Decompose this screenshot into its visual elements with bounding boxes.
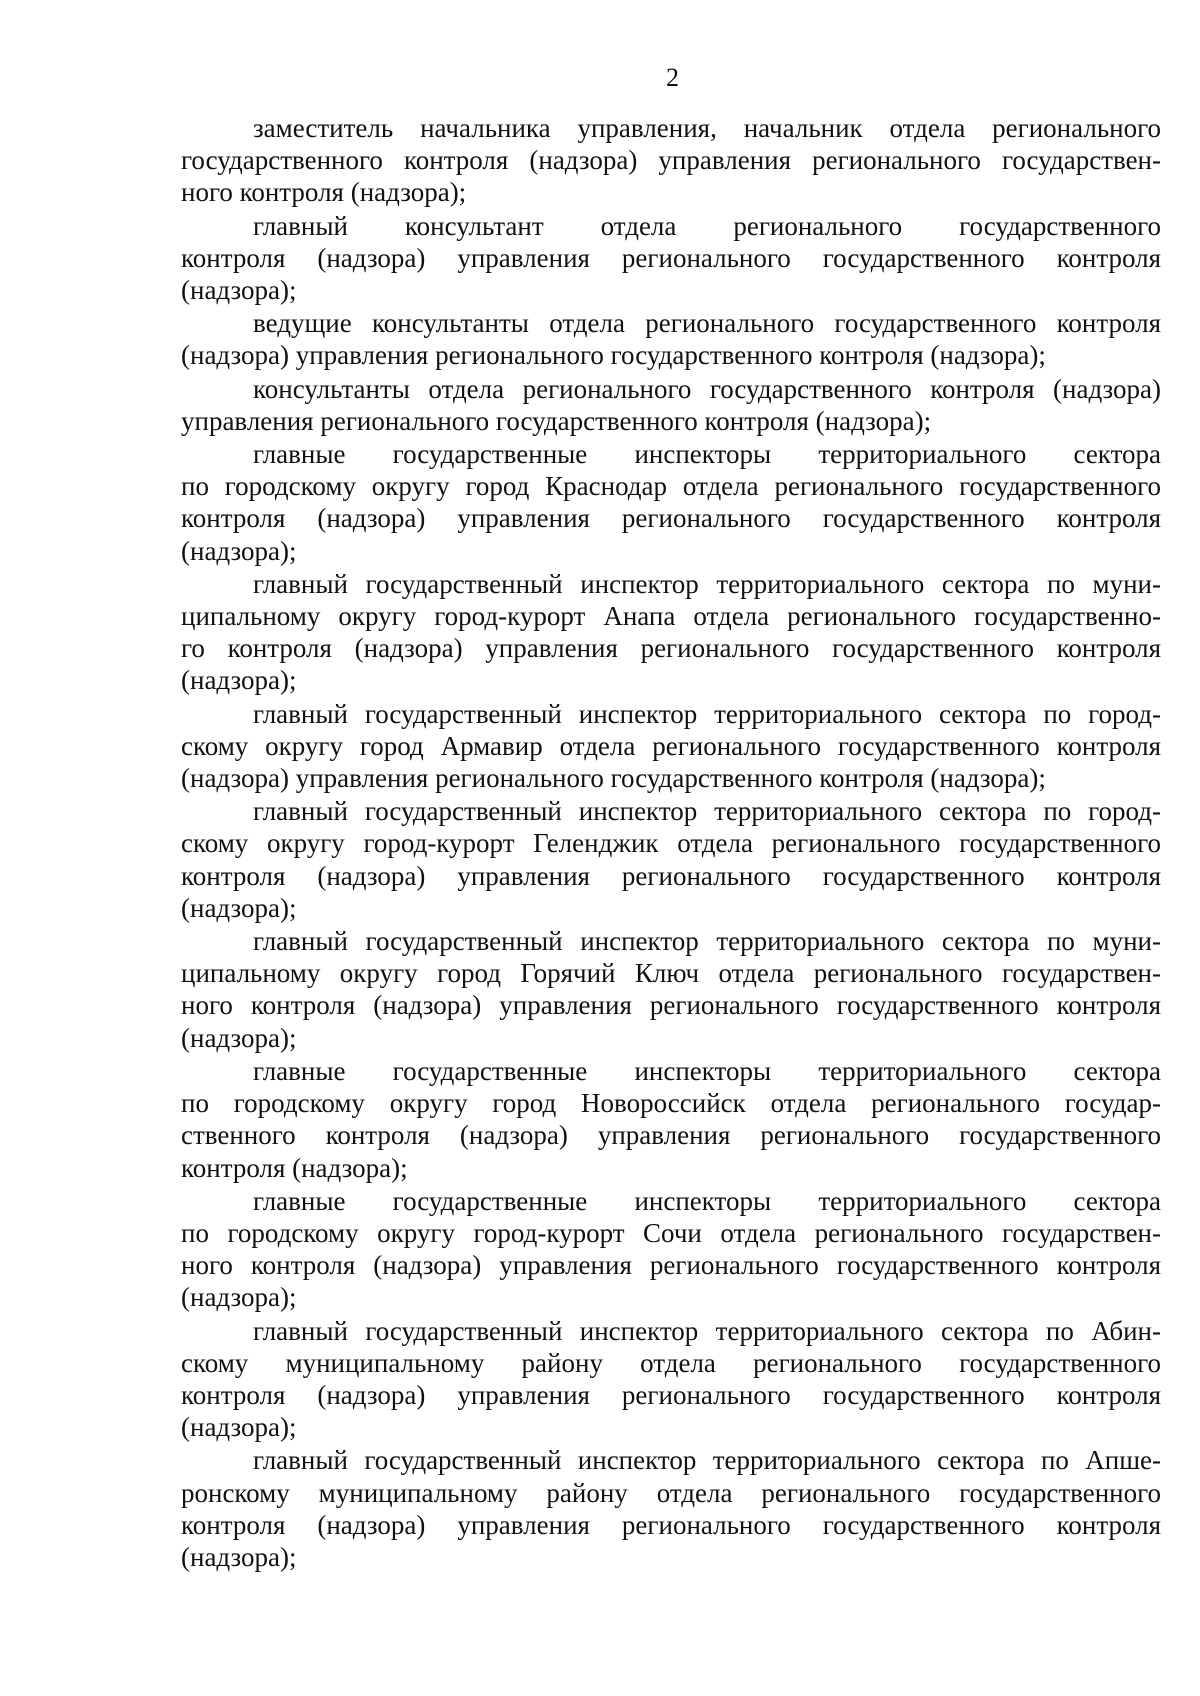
text-line: управления регионального государственного контроля (надзора);: [181, 405, 932, 436]
paragraph: [181, 1444, 1161, 1573]
text-line: (надзора);: [181, 275, 297, 306]
text-line: главный государственный инспектор территориального сектора по муни-: [253, 568, 1161, 599]
text-line: главный государственный инспектор территориального сектора по муни-: [253, 926, 1161, 957]
text-line: главные государственные инспекторы территориального сектора: [253, 439, 1161, 470]
paragraph: [181, 307, 1161, 371]
text-line: скому округу город Армавир отдела регионального государственного контроля: [181, 730, 1161, 761]
text-line: ципальному округу город-курорт Анапа отдела регионального государственно-: [181, 601, 1161, 632]
text-line: главный консультант отдела регионального государственного: [253, 210, 1161, 241]
text-line: главные государственные инспекторы территориального сектора: [253, 1055, 1161, 1086]
text-line: (надзора);: [181, 1282, 297, 1313]
text-line: главный государственный инспектор территориального сектора по Апше-: [253, 1445, 1161, 1476]
text-line: контроля (надзора) управления регионального государственного контроля: [181, 860, 1161, 891]
text-line: ного контроля (надзора) управления регионального государственного контроля: [181, 1250, 1161, 1281]
text-line: (надзора) управления регионального государственного контроля (надзора);: [181, 763, 1046, 794]
paragraph: [181, 568, 1161, 697]
paragraph: [181, 925, 1161, 1054]
text-line: главные государственные инспекторы территориального сектора: [253, 1185, 1161, 1216]
text-line: (надзора);: [181, 1541, 297, 1572]
text-line: ного контроля (надзора);: [181, 177, 467, 208]
text-line: (надзора);: [181, 535, 297, 566]
text-line: по городскому округу город Краснодар отдела регионального государственного: [181, 471, 1161, 502]
text-line: скому муниципальному району отдела регионального государственного: [181, 1347, 1161, 1378]
text-line: (надзора);: [181, 1022, 297, 1053]
text-line: главный государственный инспектор территориального сектора по Абин-: [253, 1315, 1161, 1346]
text-line: контроля (надзора) управления регионального государственного контроля: [181, 1509, 1161, 1540]
text-line: консультанты отдела регионального государственного контроля (надзора): [253, 373, 1161, 404]
text-line: контроля (надзора);: [181, 1152, 408, 1183]
document-body: [181, 112, 1161, 1573]
text-line: ведущие консультанты отдела регионального государственного контроля: [253, 308, 1161, 339]
text-line: (надзора) управления регионального государственного контроля (надзора);: [181, 340, 1046, 371]
paragraph: [181, 698, 1161, 795]
text-line: заместитель начальника управления, начальник отдела регионального: [253, 113, 1161, 143]
text-line: по городскому округу город Новороссийск отдела регионального государ-: [181, 1088, 1161, 1119]
text-line: ронскому муниципальному району отдела регионального государственного: [181, 1477, 1161, 1508]
text-line: (надзора);: [181, 665, 297, 696]
paragraph: [181, 438, 1161, 567]
text-line: ципальному округу город Горячий Ключ отдела регионального государствен-: [181, 958, 1161, 989]
text-line: государственного контроля (надзора) управления регионального государствен-: [181, 145, 1161, 176]
text-line: ственного контроля (надзора) управления регионального государственного: [181, 1120, 1161, 1151]
text-line: скому округу город-курорт Геленджик отдела регионального государственного: [181, 828, 1161, 859]
text-line: контроля (надзора) управления регионального государственного контроля: [181, 503, 1161, 534]
paragraph: [181, 1315, 1161, 1444]
text-line: ного контроля (надзора) управления регионального государственного контроля: [181, 990, 1161, 1021]
paragraph: [181, 210, 1161, 307]
paragraph: [181, 1055, 1161, 1184]
paragraph: [181, 112, 1161, 209]
paragraph: [181, 1185, 1161, 1314]
text-line: главный государственный инспектор территориального сектора по город-: [253, 796, 1161, 827]
text-line: (надзора);: [181, 1412, 297, 1443]
text-line: (надзора);: [181, 892, 297, 923]
paragraph: [181, 795, 1161, 924]
text-line: го контроля (надзора) управления регионального государственного контроля: [181, 633, 1161, 664]
page-number: 2: [666, 63, 679, 92]
text-line: контроля (надзора) управления регионального государственного контроля: [181, 242, 1161, 273]
text-line: главный государственный инспектор территориального сектора по город-: [253, 698, 1161, 729]
text-line: контроля (надзора) управления регионального государственного контроля: [181, 1379, 1161, 1410]
paragraph: [181, 373, 1161, 437]
text-line: по городскому округу город-курорт Сочи отдела регионального государствен-: [181, 1217, 1161, 1248]
